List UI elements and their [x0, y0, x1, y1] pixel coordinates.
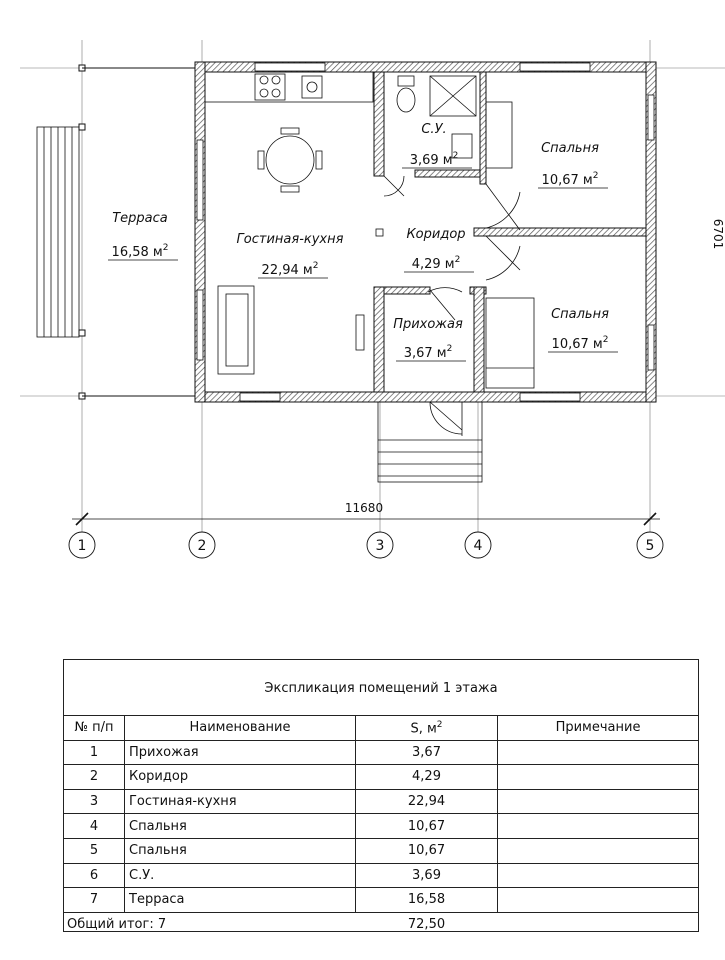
- header-name: Наименование: [125, 716, 356, 740]
- room-area-value: 3,67 м: [403, 346, 447, 361]
- room-area: [112, 243, 169, 260]
- dimension-width: 11680: [344, 501, 384, 515]
- room-name: С.У.: [421, 122, 447, 137]
- dining-table: [258, 128, 322, 192]
- room-area-unit-sup: 2: [162, 243, 169, 253]
- schedule-header-row: [64, 716, 698, 740]
- room-area: [412, 255, 461, 272]
- room-area-unit-sup: 2: [592, 171, 599, 181]
- room-area: [552, 335, 609, 352]
- row-note: [498, 838, 699, 863]
- row-name: Прихожая: [125, 740, 356, 765]
- table-row: [64, 863, 698, 888]
- row-num: 6: [64, 863, 125, 888]
- room-area: [542, 171, 599, 188]
- entrance-steps: [378, 402, 482, 482]
- row-name: Терраса: [125, 888, 356, 913]
- row-area: 16,58: [356, 888, 498, 913]
- row-area: 10,67: [356, 814, 498, 839]
- total-row: [64, 912, 698, 937]
- room-area-value: 16,58 м: [111, 245, 163, 260]
- room-labels: [108, 122, 618, 361]
- room-area-unit-sup: 2: [454, 255, 461, 265]
- column: [376, 229, 383, 236]
- axis-marker-label: 4: [473, 538, 483, 554]
- row-num: 5: [64, 838, 125, 863]
- header-area-sup: 2: [436, 719, 443, 730]
- axis-grid: [20, 40, 725, 532]
- row-note: [498, 765, 699, 790]
- row-name: Спальня: [125, 814, 356, 839]
- schedule-table: [64, 716, 698, 937]
- sofa: [218, 286, 254, 374]
- row-name: Гостиная-кухня: [125, 789, 356, 814]
- room-schedule: [63, 659, 699, 932]
- header-note: Примечание: [498, 716, 699, 740]
- header-area-text: S, м: [410, 720, 437, 736]
- room-name: Спальня: [551, 307, 609, 322]
- row-area: 10,67: [356, 838, 498, 863]
- terrace-steps: [37, 127, 79, 337]
- row-name: Коридор: [125, 765, 356, 790]
- total-label: Общий итог: 7: [67, 917, 167, 933]
- room-area-unit-sup: 2: [452, 151, 459, 161]
- room-area: [404, 344, 453, 361]
- beds: [486, 102, 534, 388]
- axis-marker-label: 3: [375, 538, 385, 554]
- room-area-value: 10,67 м: [551, 337, 603, 352]
- wardrobe: [356, 315, 364, 350]
- row-area: 3,69: [356, 863, 498, 888]
- terrace: [79, 65, 196, 399]
- row-area: 22,94: [356, 789, 498, 814]
- table-row: [64, 888, 698, 913]
- row-note: [498, 789, 699, 814]
- room-area-value: 4,29 м: [411, 257, 455, 272]
- axis-marker-label: 1: [77, 538, 87, 554]
- row-num: 3: [64, 789, 125, 814]
- axis-markers: [69, 532, 663, 558]
- room-area-value: 22,94 м: [261, 263, 313, 278]
- room-name: Коридор: [406, 227, 466, 242]
- total-note: [498, 912, 699, 937]
- row-name: С.У.: [125, 863, 356, 888]
- row-note: [498, 863, 699, 888]
- total-area: 72,50: [407, 917, 446, 933]
- room-area: [410, 151, 459, 168]
- row-note: [498, 740, 699, 765]
- row-num: 7: [64, 888, 125, 913]
- table-row: [64, 789, 698, 814]
- row-area: 4,29: [356, 765, 498, 790]
- header-num: № п/п: [64, 716, 125, 740]
- table-row: [64, 814, 698, 839]
- room-area-unit-sup: 2: [312, 261, 319, 271]
- room-name: Гостиная-кухня: [236, 232, 344, 247]
- room-area-value: 3,69 м: [409, 153, 453, 168]
- schedule-title: Экспликация помещений 1 этажа: [64, 660, 698, 716]
- room-area-unit-sup: 2: [602, 335, 609, 345]
- axis-marker-label: 5: [645, 538, 655, 554]
- row-name: Спальня: [125, 838, 356, 863]
- row-num: 2: [64, 765, 125, 790]
- table-row: [64, 838, 698, 863]
- room-name: Прихожая: [393, 317, 463, 332]
- table-row: [64, 765, 698, 790]
- row-note: [498, 888, 699, 913]
- room-name: Терраса: [112, 211, 168, 226]
- bathroom-fixtures: [397, 76, 476, 158]
- room-area-unit-sup: 2: [446, 344, 453, 354]
- row-num: 1: [64, 740, 125, 765]
- row-num: 4: [64, 814, 125, 839]
- row-area: 3,67: [356, 740, 498, 765]
- row-note: [498, 814, 699, 839]
- room-area: [262, 261, 319, 278]
- header-area: [356, 716, 498, 740]
- axis-marker-label: 2: [197, 538, 207, 554]
- room-area-value: 10,67 м: [541, 173, 593, 188]
- dimension-height: 6701: [711, 218, 725, 250]
- table-row: [64, 740, 698, 765]
- room-name: Спальня: [541, 141, 599, 156]
- kitchen-counter: [205, 72, 373, 102]
